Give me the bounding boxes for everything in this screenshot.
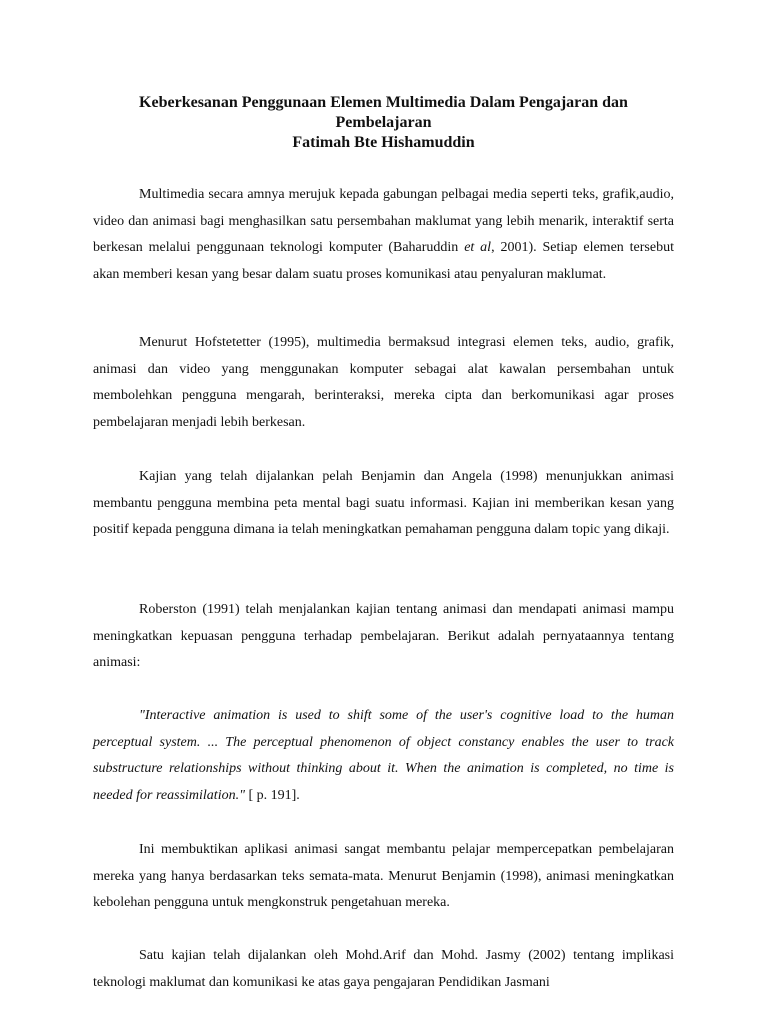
paragraph-1-text-b: , 2001). Setiap elemen tersebut akan memberi kesan yang besar dalam suatu proses komunikasi atau penyaluran maklumat. — [93, 240, 674, 283]
document-title-line2: Pembelajaran — [335, 114, 432, 131]
document-title-block — [93, 93, 674, 153]
paragraph-5: Ini membuktikan aplikasi animasi sangat membantu pelajar mempercepatkan pembelajaran mereka yang hanya berdasarkan teks semata-mata. Menurut Benjamin (1998), animasi meningkatkan kebolehan pengguna untuk mengkonstruk pengetahuan mereka. — [93, 842, 674, 911]
paragraph-1-italic: et al — [464, 240, 492, 256]
block-quote — [93, 703, 674, 810]
paragraph-1 — [93, 182, 674, 289]
paragraph-2: Menurut Hofstetetter (1995), multimedia bermaksud integrasi elemen teks, audio, grafik, animasi dan video yang menggunakan komputer sebagai alat kawalan persembahan untuk membolehkan pengguna mengarah, berinteraksi, mereka cipta dan berkomunikasi agar proses pembelajaran menjadi lebih berkesan. — [93, 335, 674, 431]
paragraph-6: Satu kajian telah dijalankan oleh Mohd.Arif dan Mohd. Jasmy (2002) tentang implikasi teknologi maklumat dan komunikasi ke atas gaya pengajaran Pendidikan Jasmani — [93, 948, 674, 990]
quote-reference: [ p. 191]. — [244, 788, 300, 804]
paragraph-4: Roberston (1991) telah menjalankan kajian tentang animasi dan mendapati animasi mampu meningkatkan kepuasan pengguna terhadap pembelajaran. Berikut adalah pernyataannya tentang animasi: — [93, 602, 674, 671]
paragraph-1-text-a: Multimedia secara amnya merujuk kepada gabungan pelbagai media seperti teks, grafik,audio, video dan animasi bagi menghasilkan satu persembahan maklumat yang lebih menarik, interaktif serta berkesan melalui penggunaan teknologi komputer (Baharuddin — [93, 187, 674, 256]
document-author: Fatimah Bte Hishamuddin — [292, 134, 475, 151]
document-title-line1: Keberkesanan Penggunaan Elemen Multimedia Dalam Pengajaran dan — [139, 94, 628, 111]
paragraph-3: Kajian yang telah dijalankan pelah Benjamin dan Angela (1998) menunjukkan animasi membantu pengguna membina peta mental bagi suatu informasi. Kajian ini memberikan kesan yang positif kepada pengguna dimana ia telah meningkatkan pemahaman pengguna dalam topic yang dikaji. — [93, 469, 674, 538]
quote-text: "Interactive animation is used to shift some of the user's cognitive load to the human perceptual system. ... The perceptual phenomenon of object constancy enables the user to track substructure relationships without thinking about it. When the animation is completed, no time is needed for reassimilation." — [93, 708, 674, 804]
